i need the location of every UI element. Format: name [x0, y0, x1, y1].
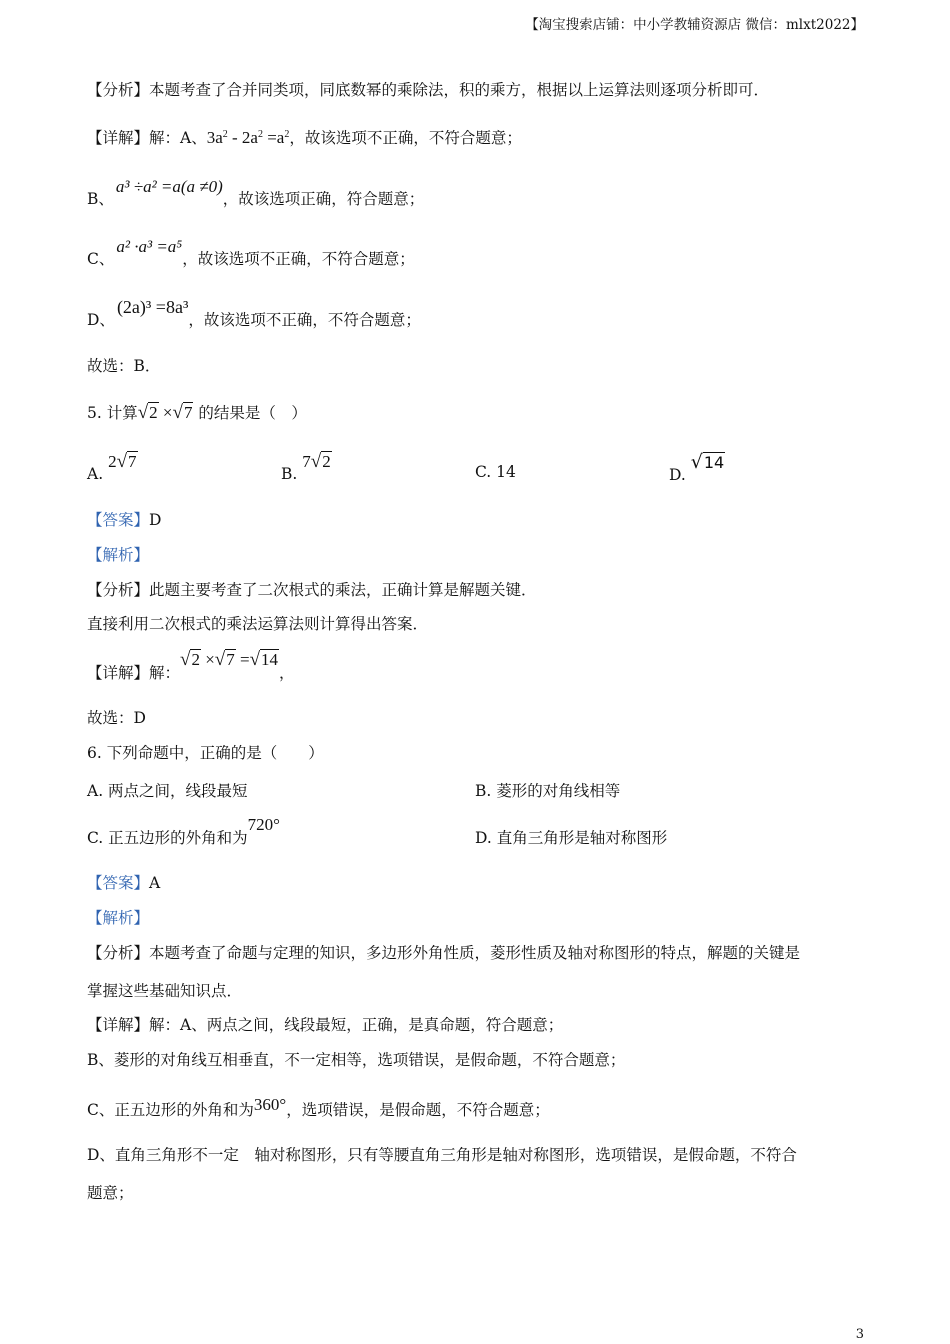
- q6-detail-a: 【详解】解：A、两点之间，线段最短，正确，是真命题，符合题意；: [87, 1016, 564, 1034]
- q5-option-c: C. 14: [475, 463, 516, 481]
- q6-detail-b: B、菱形的对角线互相垂直，不一定相等，选项错误，是假命题，不符合题意；: [87, 1051, 626, 1069]
- q5-option-a: A. 2√7: [87, 451, 137, 483]
- q6-option-b: B. 菱形的对角线相等: [475, 782, 621, 800]
- q4-detail-c: [87, 236, 415, 268]
- q4-detail-d: [87, 296, 421, 329]
- q4-d-math: (2a)³ =8a³: [116, 297, 189, 317]
- q5-option-b: B. 7√2: [281, 451, 331, 483]
- q6-detail-c: C、正五边形的外角和为360°，选项错误，是假命题，不符合题意；: [87, 1095, 550, 1119]
- q6-option-a: A. 两点之间，线段最短: [87, 782, 248, 800]
- q4-detail-a: [87, 127, 522, 148]
- q5-detail: 【详解】解：√2 ×√7 =√14，: [87, 649, 295, 682]
- q4-d-label: D、: [87, 311, 115, 329]
- q6-explain-tag: 【解析】: [87, 909, 150, 927]
- q6-detail-d-line-2: 题意；: [87, 1184, 134, 1202]
- q5-choice: 故选：D: [87, 709, 146, 727]
- q4-a-text: ，故该选项不正确，不符合题意；: [289, 129, 522, 147]
- q4-detail-b: [87, 176, 425, 208]
- q5-option-d: D. √14: [669, 451, 725, 484]
- q6-stem: 6. 下列命题中，正确的是（ ）: [87, 744, 324, 762]
- q4-choice: 故选：B．: [87, 357, 161, 375]
- q5-answer: 【答案】D: [87, 511, 162, 529]
- answer-tag: 【答案】: [87, 874, 150, 892]
- q6-analysis-line-1: 【分析】本题考查了命题与定理的知识，多边形外角性质，菱形性质及轴对称图形的特点，解题的关键是: [87, 944, 801, 962]
- q6-answer: 【答案】A: [87, 874, 161, 892]
- q6-detail-d-line-1: D、直角三角形不一定 轴对称图形，只有等腰直角三角形是轴对称图形，选项错误，是假命题，不符合: [87, 1146, 797, 1164]
- q4-detail-prefix: 【详解】解：A、: [87, 129, 207, 147]
- sqrt-7-radical: √7: [172, 402, 193, 423]
- q6-option-c: C. 正五边形的外角和为720°: [87, 815, 280, 847]
- q4-b-text: ，故该选项正确，符合题意；: [222, 190, 425, 208]
- page-header: 【淘宝搜索店铺：中小学教辅资源店 微信：mlxt2022】: [525, 17, 864, 33]
- q5-analysis-2: 直接利用二次根式的乘法运算法则计算得出答案．: [87, 615, 429, 633]
- q5-stem: 5. 计算√2 ×√7 的结果是（ ）: [87, 402, 307, 423]
- answer-tag: 【答案】: [87, 511, 150, 529]
- q4-b-label: B、: [87, 190, 114, 208]
- q6-option-d: D. 直角三角形是轴对称图形: [475, 829, 668, 847]
- q4-analysis: 【分析】本题考查了合并同类项，同底数幂的乘除法，积的乘方，根据以上运算法则逐项分析即可．: [87, 81, 770, 99]
- q4-c-text: ，故该选项不正确，不符合题意；: [182, 250, 415, 268]
- q6-analysis-line-2: 掌握这些基础知识点．: [87, 982, 243, 1000]
- q4-c-label: C、: [87, 250, 115, 268]
- q5-explain-tag: 【解析】: [87, 546, 150, 564]
- q4-b-math: a³ ÷a² =a(a ≠0): [115, 177, 223, 196]
- page-number: 3: [855, 1327, 864, 1342]
- q4-c-math: a² ·a³ =a⁵: [116, 237, 183, 256]
- sqrt-2-radical: √2: [137, 402, 158, 423]
- q5-analysis: 【分析】此题主要考查了二次根式的乘法，正确计算是解题关键．: [87, 581, 537, 599]
- q4-d-text: ，故该选项不正确，不符合题意；: [188, 311, 421, 329]
- q4-a-math: $3a^2 - 2a^2 =a^2$: [206, 128, 290, 147]
